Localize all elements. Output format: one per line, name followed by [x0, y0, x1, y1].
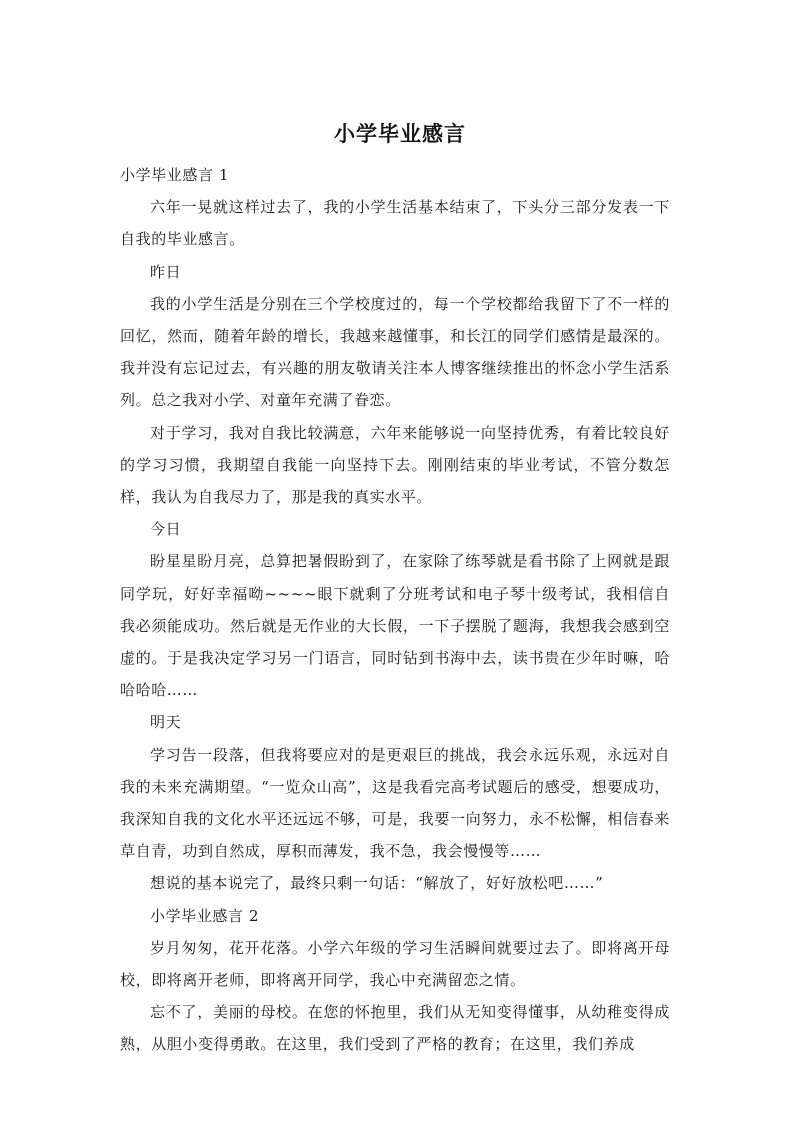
subheading-tomorrow: 明天 [150, 713, 182, 732]
paragraph: 盼星星盼月亮，总算把暑假盼到了，在家除了练琴就是看书除了上网就是跟同学玩，好好幸福呦~~~~眼下就剩了分班考试和电子琴十级考试，我相信自我必须能成功。然后就是无作业的大长假，一下子摆脱了题海，我想我会感到空虚的。于是我决定学习另一门语言，同时钻到书海中去，读书贵在少年时嘛，哈哈哈哈…… [120, 552, 670, 700]
section-heading-2: 小学毕业感言 2 [150, 906, 260, 925]
paragraph: 想说的基本说完了，最终只剩一句话：“解放了，好好放松吧……” [150, 874, 604, 893]
paragraph: 学习告一段落，但我将要应对的是更艰巨的挑战，我会永远乐观，永远对自我的未来充满期望。“一览众山高”，这是我看完高考试题后的感受，想要成功，我深知自我的文化水平还远远不够，可是，我要一向努力，永不松懈，相信春来草自青，功到自然成，厚积而薄发，我不急，我会慢慢等…… [120, 745, 670, 861]
subheading-yesterday: 昨日 [150, 262, 182, 281]
paragraph: 忘不了，美丽的母校。在您的怀抱里，我们从无知变得懂事，从幼稚变得成熟，从胆小变得勇敢。在这里，我们受到了严格的教育；在这里，我们养成 [120, 1003, 670, 1054]
document-body [120, 159, 670, 1061]
paragraph: 对于学习，我对自我比较满意，六年来能够说一向坚持优秀，有着比较良好的学习习惯，我期望自我能一向坚持下去。刚刚结束的毕业考试，不管分数怎样，我认为自我尽力了，那是我的真实水平。 [120, 423, 670, 507]
section-heading-1: 小学毕业感言 1 [120, 166, 230, 184]
paragraph: 岁月匆匆，花开花落。小学六年级的学习生活瞬间就要过去了。即将离开母校，即将离开老师，即将离开同学，我心中充满留恋之情。 [120, 938, 670, 990]
paragraph: 我的小学生活是分别在三个学校度过的，每一个学校都给我留下了不一样的回忆，然而，随着年龄的增长，我越来越懂事，和长江的同学们感情是最深的。我并没有忘记过去，有兴趣的朋友敬请关注本人博客继续推出的怀念小学生活系列。总之我对小学、对童年充满了眷恋。 [120, 294, 670, 410]
paragraph: 六年一晃就这样过去了，我的小学生活基本结束了，下头分三部分发表一下自我的毕业感言。 [120, 198, 670, 249]
subheading-today: 今日 [150, 520, 182, 539]
document-title: 小学毕业感言 [334, 122, 466, 146]
